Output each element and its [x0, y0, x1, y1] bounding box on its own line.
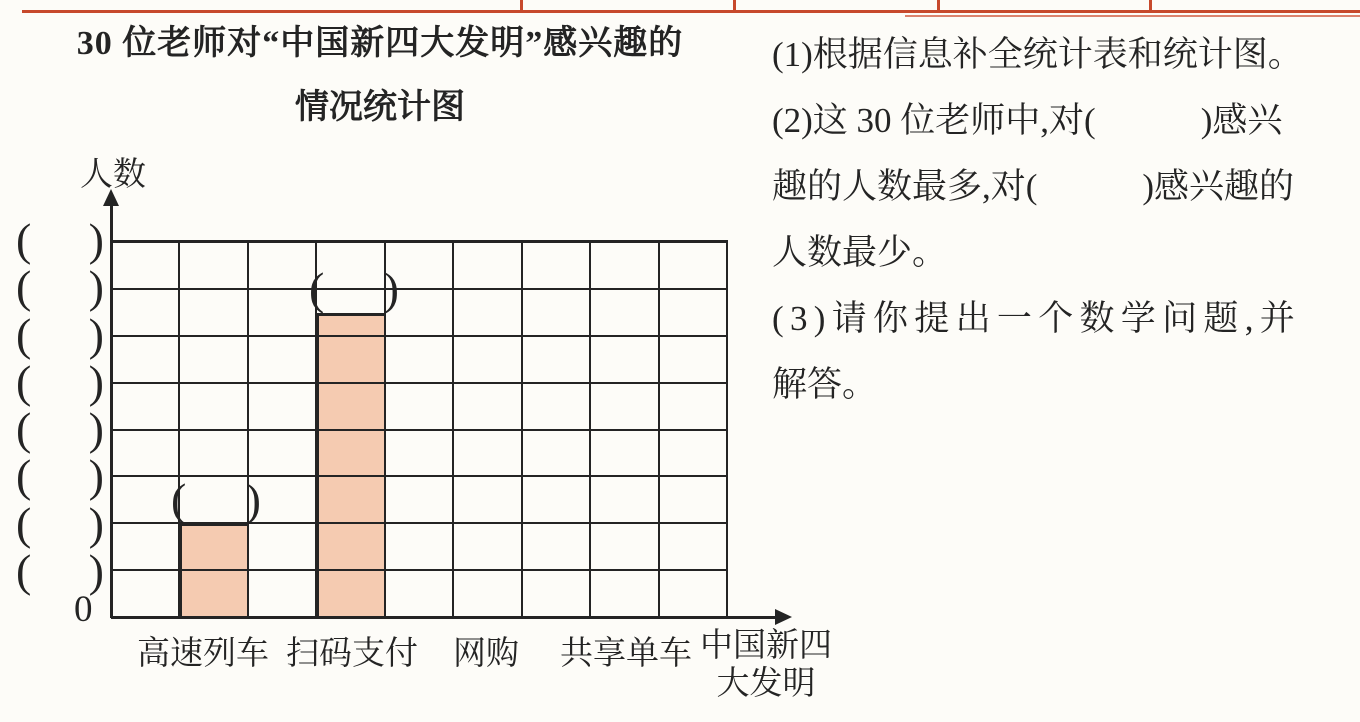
grid-cell	[180, 524, 248, 571]
x-axis-title-line2: 大发明	[716, 666, 816, 702]
blank-close-paren: )	[88, 261, 104, 313]
chart-title-line2: 情况统计图	[295, 89, 465, 126]
grid-cell	[591, 571, 659, 618]
grid-cell	[386, 431, 454, 478]
grid-cell	[386, 384, 454, 431]
grid-cell	[454, 571, 522, 618]
chart-title	[15, 22, 745, 128]
grid-cell	[523, 571, 591, 618]
blank-close-paren: )	[88, 214, 104, 265]
table-cell-divider	[937, 0, 940, 11]
grid-cell	[454, 524, 522, 571]
grid-cell	[317, 477, 385, 524]
grid-cell	[180, 431, 248, 478]
table-cell-divider	[733, 0, 736, 11]
grid-cell	[112, 431, 180, 478]
question-line-4: 人数最少。	[772, 233, 948, 272]
blank-close-paren: )	[245, 473, 261, 525]
blank-close-paren: )	[88, 308, 104, 360]
grid-cell	[660, 337, 728, 384]
grid-cell	[386, 571, 454, 618]
blank-open-paren: (	[16, 450, 32, 502]
grid-cell	[386, 477, 454, 524]
grid-cell	[112, 524, 180, 571]
grid-cell	[523, 431, 591, 478]
grid-cell	[386, 337, 454, 384]
grid-cell	[523, 290, 591, 337]
grid-cell	[249, 384, 317, 431]
blank-open-paren: (	[309, 262, 325, 314]
y-tick-blank	[16, 544, 104, 598]
y-tick-blank	[16, 308, 104, 362]
blank-close-paren: )	[88, 450, 104, 502]
grid-cell	[591, 290, 659, 337]
grid-cell	[523, 384, 591, 431]
grid-cell	[591, 477, 659, 524]
grid-cell	[660, 384, 728, 431]
y-tick-blank	[16, 449, 104, 503]
grid-cell	[660, 290, 728, 337]
grid-cell	[317, 524, 385, 571]
table-outer-border	[905, 15, 1360, 17]
grid-cell	[660, 243, 728, 290]
grid-cell	[591, 337, 659, 384]
table-cell-divider	[520, 0, 523, 11]
grid-cell	[591, 243, 659, 290]
question-text-block	[772, 22, 1360, 452]
blank-open-paren: (	[16, 214, 32, 265]
grid-cell	[386, 524, 454, 571]
blank-open-paren: (	[16, 497, 32, 549]
grid-cell	[317, 571, 385, 618]
chart-title-line1: 30 位老师对“中国新四大发明”感兴趣的	[76, 25, 684, 62]
x-axis-arrowhead-icon	[775, 609, 792, 625]
grid-cell	[660, 431, 728, 478]
question-line-2: (2)这 30 位老师中,对( )感兴	[772, 101, 1283, 140]
table-bottom-border	[22, 10, 1360, 13]
grid-cell	[112, 243, 180, 290]
y-tick-blank	[16, 260, 104, 314]
grid-cell	[591, 524, 659, 571]
grid-cell	[454, 431, 522, 478]
grid	[112, 240, 728, 618]
grid-cell	[249, 290, 317, 337]
grid-cell	[180, 571, 248, 618]
grid-cell	[249, 431, 317, 478]
grid-cell	[523, 337, 591, 384]
blank-open-paren: (	[16, 261, 32, 313]
grid-cell	[180, 337, 248, 384]
blank-close-paren: )	[88, 355, 104, 407]
grid-cell	[591, 431, 659, 478]
x-axis-title-line1: 中国新四	[700, 628, 832, 664]
x-label-gongxiangdanche: 共享单车	[560, 636, 692, 672]
x-label-saomazhifu: 扫码支付	[286, 636, 418, 672]
grid-cell	[112, 290, 180, 337]
x-axis-title	[698, 627, 834, 703]
grid-cell	[180, 243, 248, 290]
grid-cell	[454, 384, 522, 431]
x-label-wanggou: 网购	[453, 636, 519, 672]
blank-open-paren: (	[16, 403, 32, 454]
grid-cell	[454, 243, 522, 290]
y-tick-blank	[16, 497, 104, 551]
question-line-5: (3)请你提出一个数学问题,并	[772, 299, 1302, 338]
grid-cell	[660, 477, 728, 524]
grid-cell	[523, 524, 591, 571]
grid-cell	[317, 431, 385, 478]
blank-open-paren: (	[16, 544, 32, 596]
grid-cell	[249, 571, 317, 618]
x-label-gaosulieche: 高速列车	[137, 636, 269, 672]
question-line-1: (1)根据信息补全统计表和统计图。	[772, 35, 1303, 74]
grid-cell	[112, 337, 180, 384]
grid-cell	[591, 384, 659, 431]
y-tick-blank	[16, 213, 104, 267]
y-tick-blank	[16, 402, 104, 456]
grid-cell	[112, 571, 180, 618]
grid-cell	[660, 571, 728, 618]
blank-close-paren: )	[88, 403, 104, 454]
grid-cell	[523, 243, 591, 290]
bar-value-blank-saomazhifu	[309, 262, 399, 314]
blank-close-paren: )	[383, 262, 399, 314]
blank-close-paren: )	[88, 497, 104, 549]
question-line-6: 解答。	[772, 365, 878, 404]
grid-cell	[180, 290, 248, 337]
grid-cell	[249, 243, 317, 290]
blank-close-paren: )	[88, 544, 104, 596]
table-cell-divider	[1149, 0, 1152, 11]
bar-value-blank-gaosulieche	[171, 473, 261, 525]
grid-cell	[112, 384, 180, 431]
y-tick-blank	[16, 355, 104, 409]
grid-cell	[249, 524, 317, 571]
grid-cell	[180, 384, 248, 431]
blank-open-paren: (	[16, 355, 32, 407]
grid-cell	[454, 477, 522, 524]
grid-cell	[523, 477, 591, 524]
grid-cell	[317, 337, 385, 384]
origin-label: 0	[74, 589, 93, 630]
blank-open-paren: (	[171, 473, 187, 525]
grid-cell	[454, 290, 522, 337]
grid-cell	[660, 524, 728, 571]
y-axis-label: 人数	[80, 157, 146, 193]
grid-cell	[454, 337, 522, 384]
blank-open-paren: (	[16, 308, 32, 360]
grid-cell	[249, 337, 317, 384]
grid-cell	[317, 384, 385, 431]
question-line-3: 趣的人数最多,对( )感兴趣的	[772, 167, 1295, 206]
